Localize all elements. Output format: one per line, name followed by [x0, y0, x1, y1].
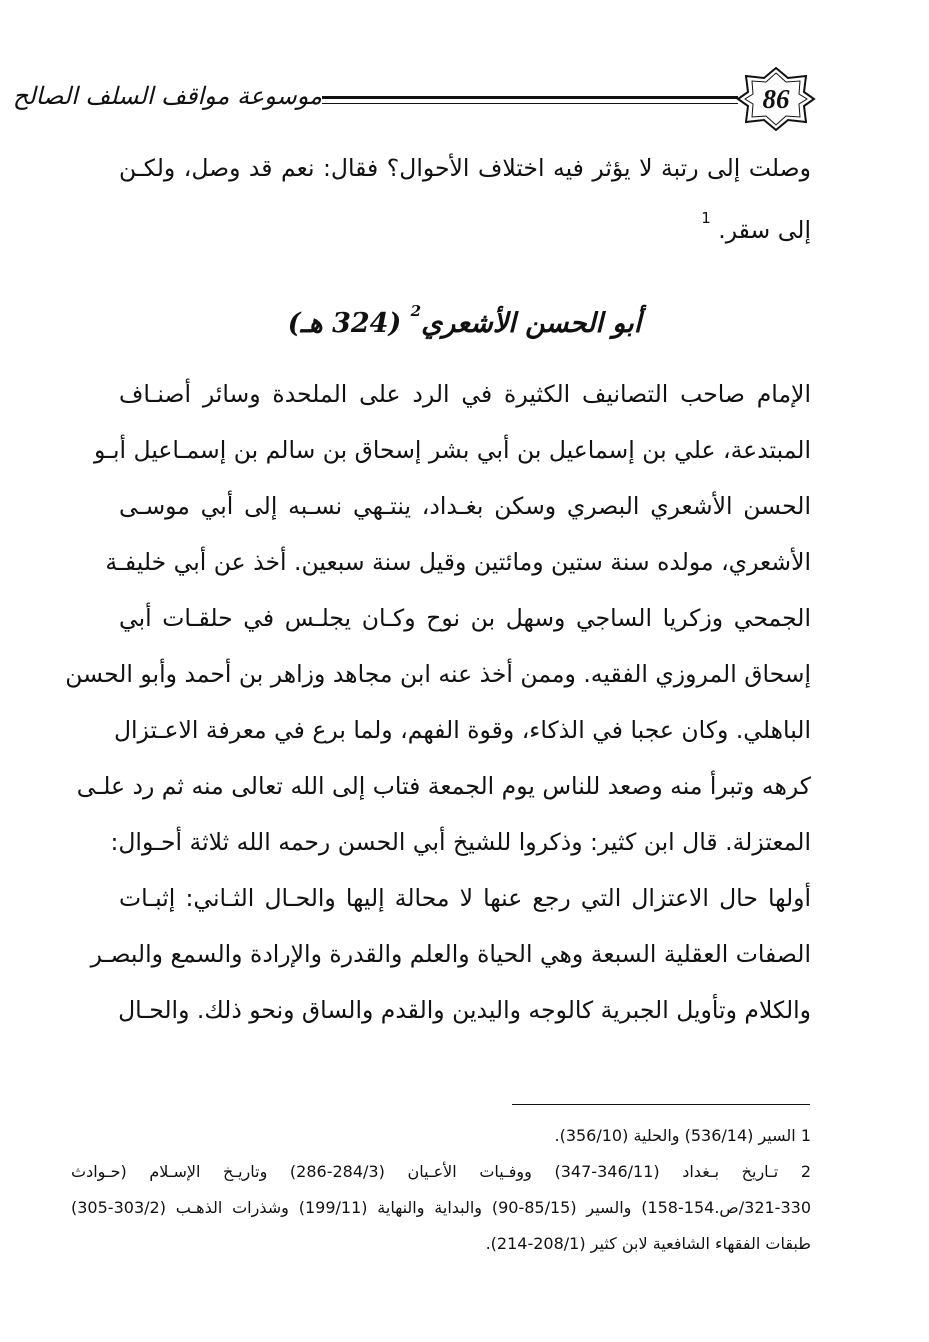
running-header [12, 68, 812, 138]
footnote-separator [512, 1104, 810, 1105]
footnote-line: 1 السير (536/14) والحلية (356/10). [554, 1126, 811, 1145]
text-line: المعتزلة. قال ابن كثير: وذكروا للشيخ أبي الحسن رحمه الله ثلاثة أحـوال: [110, 828, 811, 856]
footnote-2 [71, 1154, 811, 1262]
series-title: موسوعة مواقف السلف الصالح [12, 82, 322, 110]
continuation-paragraph [119, 140, 811, 252]
text-line: المبتدعة، علي بن إسماعيل بن أبي بشر إسحاق بن سالم بن إسمـاعيل أبـو [93, 436, 811, 464]
text-line: إسحاق المروزي الفقيه. وممن أخذ عنه ابن مجاهد وزاهر بن أحمد وأبو الحسن [65, 660, 811, 688]
text-line: الجمحي وزكريا الساجي وسهل بن نوح وكـان يجلـس في حلقـات أبي [119, 604, 811, 632]
footnote-line: 2 تـاريخ بـغداد (346/11-347) ووفـيات الأعـيان (284/3-286) وتاريـخ الإسـلام (حـوادث [71, 1162, 811, 1181]
text-line: الباهلي. وكان عجبا في الذكاء، وقوة الفهم، ولما برع في معرفة الاعـتزال [113, 716, 811, 744]
page-number-badge [736, 66, 816, 132]
header-rule-thin [322, 103, 738, 104]
footnote-line: 321-330/ص.154-158) والسير (85/15-90) والبداية والنهاية (199/11) وشذرات الذهـب (303/2-305) [71, 1198, 811, 1217]
text-line [119, 196, 811, 252]
heading-year: (324 هـ) [287, 308, 402, 339]
footnote-ref: 2 [410, 302, 422, 320]
footnote-ref: 1 [701, 209, 711, 227]
text-line: الأشعري، مولده سنة ستين ومائتين وقيل سنة سبعين. أخذ عن أبي خليفـة [105, 548, 811, 576]
text-line-content: إلى سقر. [718, 215, 811, 244]
footnote-1 [71, 1118, 811, 1154]
section-heading [0, 302, 929, 339]
header-rule [322, 96, 738, 99]
text-line: أولها حال الاعتزال التي رجع عنها لا محالة إليها والحـال الثـاني: إثبـات [119, 884, 811, 912]
text-line: الصفات العقلية السبعة وهي الحياة والعلم والقدرة والإرادة والسمع والبصـر [90, 940, 811, 968]
biography-paragraph [65, 366, 811, 1038]
text-line: الحسن الأشعري البصري وسكن بغـداد، ينتـهي نسـبه إلى أبي موسـى [119, 492, 811, 520]
heading-name: أبو الحسن الأشعري [421, 308, 642, 339]
text-line: والكلام وتأويل الجبرية كالوجه واليدين والقدم والساق ونحو ذلك. والحـال [118, 996, 811, 1024]
text-line: كرهه وتبرأ منه وصعد للناس يوم الجمعة فتاب إلى الله تعالى منه ثم رد علـى [76, 772, 811, 800]
page-number: 86 [762, 84, 790, 114]
text-line: وصلت إلى رتبة لا يؤثر فيه اختلاف الأحوال؟ فقال: نعم قد وصل، ولكـن [119, 154, 811, 182]
footnote-line: طبقات الفقهاء الشافعية لابن كثير (208/1-214). [485, 1234, 811, 1253]
text-line: الإمام صاحب التصانيف الكثيرة في الرد على الملحدة وسائر أصنـاف [119, 380, 811, 408]
